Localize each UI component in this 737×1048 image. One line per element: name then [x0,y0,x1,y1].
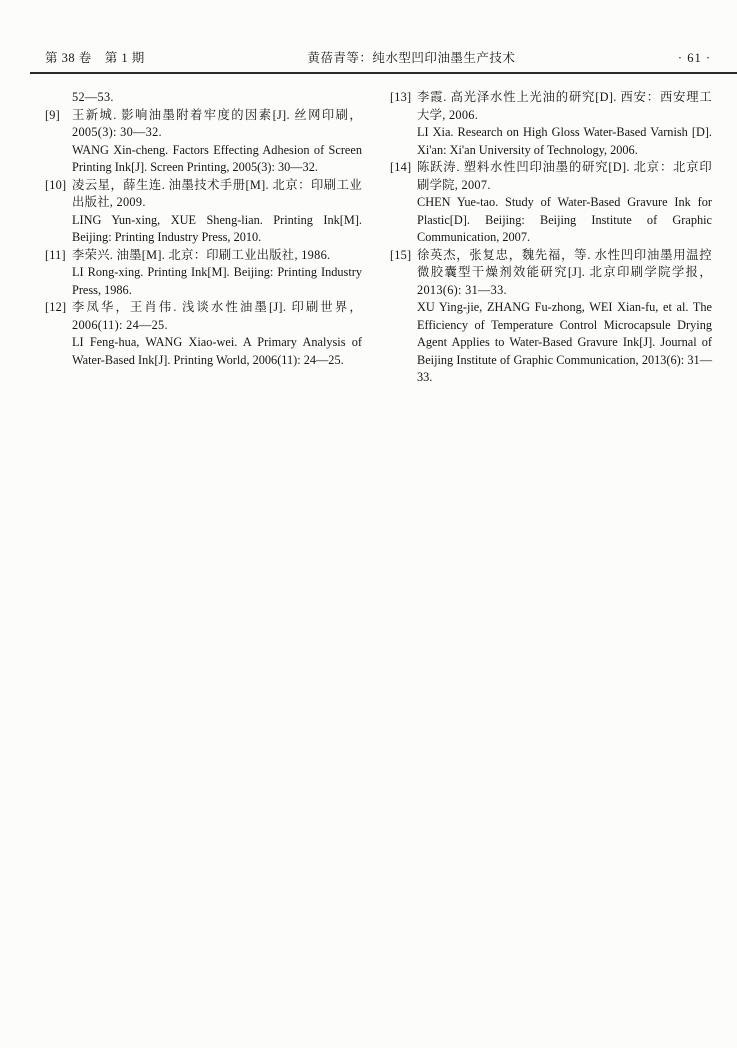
reference-text-en: LI Rong-xing. Printing Ink[M]. Beijing: Printing Industry Press, 1986. [72,265,362,297]
reference-entry [45,299,362,369]
reference-column-left [45,89,362,387]
reference-body [72,299,362,369]
reference-number: [12] [45,300,67,314]
reference-text-zh: 徐英杰，张复忠，魏先福，等. 水性凹印油墨用温控微胶囊型干燥剂效能研究[J]. 北京印刷学院学报，2013(6): 31—33. [417,247,712,297]
reference-text-zh: 李凤华，王肖伟. 浅谈水性油墨[J]. 印刷世界，2006(11): 24—25. [72,300,362,332]
reference-text-zh: 陈跃涛. 塑料水性凹印油墨的研究[D]. 北京：北京印刷学院, 2007. [417,160,712,192]
reference-text-zh: 李霞. 高光泽水性上光油的研究[D]. 西安：西安理工大学, 2006. [417,90,712,122]
reference-text-en: WANG Xin-cheng. Factors Effecting Adhesion of Screen Printing Ink[J]. Screen Printing, 2005(3): 30—32. [72,142,362,174]
reference-entry [45,177,362,247]
reference-body [417,159,712,247]
reference-text-en: LI Xia. Research on High Gloss Water-Based Varnish [D]. Xi'an: Xi'an University of Technology, 2006. [417,125,712,157]
reference-entry [390,247,712,387]
reference-text-zh: 凌云星，薛生连. 油墨技术手册[M]. 北京：印刷工业出版社, 2009. [72,177,362,209]
reference-text-zh: 52—53. [72,90,114,104]
reference-entry [45,89,362,107]
volume-issue-label: 第 38 卷 第 1 期 [45,51,145,65]
reference-entry [390,159,712,247]
reference-text-en: CHEN Yue-tao. Study of Water-Based Gravure Ink for Plastic[D]. Beijing: Beijing Institute of Graphic Communication, 2007. [417,195,712,244]
reference-entry [45,247,362,300]
reference-number: [9] [45,107,60,122]
reference-text-en: LING Yun-xing, XUE Sheng-lian. Printing Ink[M]. Beijing: Printing Industry Press, 2010. [72,212,362,244]
reference-body [72,247,362,300]
reference-text-zh: 王新城. 影响油墨附着牢度的因素[J]. 丝网印刷，2005(3): 30—32. [72,107,362,139]
running-title: 黄蓓青等：纯水型凹印油墨生产技术 [307,51,516,65]
running-header [45,48,711,66]
reference-number: [13] [390,90,412,104]
reference-entry [45,107,362,177]
reference-entry [390,89,712,159]
reference-number: [11] [45,247,66,262]
reference-text-en: LI Feng-hua, WANG Xiao-wei. A Primary Analysis of Water-Based Ink[J]. Printing World, 2006(11): 24—25. [72,335,362,367]
reference-columns [45,89,712,387]
reference-body [417,89,712,159]
reference-number: [10] [45,177,67,192]
reference-text-en: XU Ying-jie, ZHANG Fu-zhong, WEI Xian-fu, et al. The Efficiency of Temperature Control Microcapsule Drying Agent Applies to Water-Based Gravure Ink[J]. Journal of Beijing Institute of Graphic Communication, 2013(6): 31—33. [417,300,712,384]
reference-number: [15] [390,247,412,262]
page-number: · 61 · [677,51,711,65]
reference-body [72,177,362,247]
reference-text-zh: 李荣兴. 油墨[M]. 北京：印刷工业出版社, 1986. [72,247,331,262]
reference-body [72,89,362,107]
header-rule [30,72,737,74]
reference-body [417,247,712,387]
reference-body [72,107,362,177]
reference-column-right [390,89,712,387]
reference-number: [14] [390,160,412,174]
